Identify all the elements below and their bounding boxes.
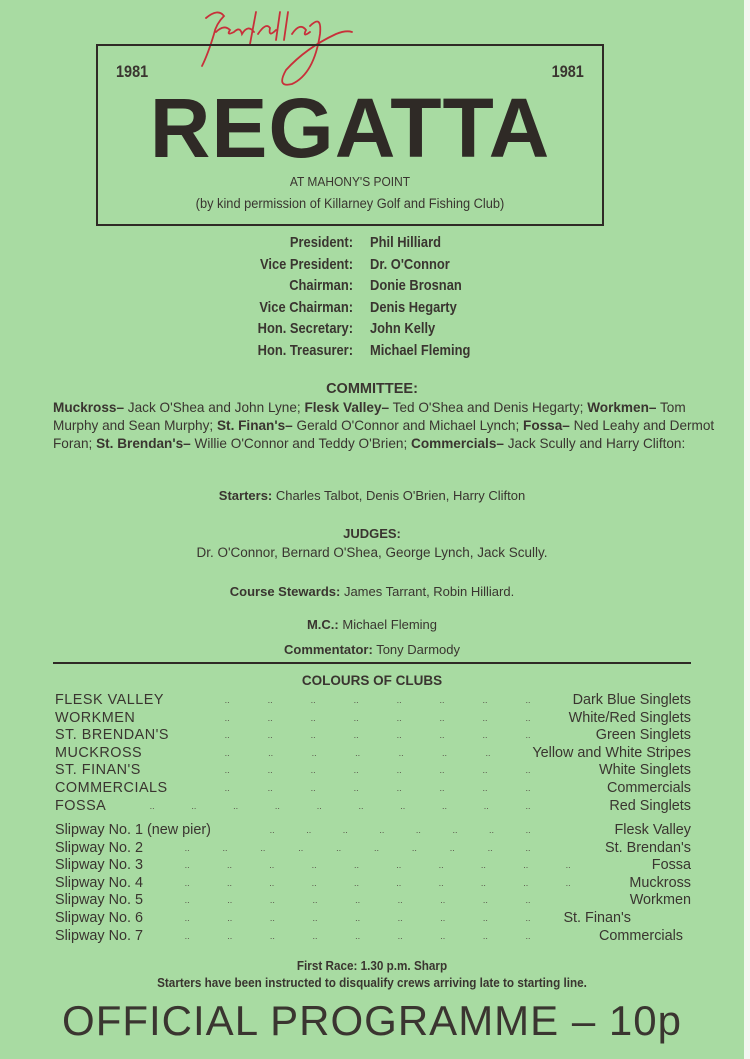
club-colour: Dark Blue Singlets: [572, 692, 691, 708]
committee-members: Ted O'Shea and Denis Hegarty;: [389, 400, 588, 415]
slipway-row: [55, 875, 691, 893]
committee-members: Jack Scully and Harry Clifton:: [503, 435, 686, 451]
slipway-name: Slipway No. 2: [55, 839, 143, 856]
slipway-table: [55, 822, 691, 945]
slipway-row: [55, 892, 691, 910]
dot-leaders: .. .. .. .. .. .. .. .. ..: [185, 912, 531, 923]
year-left: 1981: [116, 62, 149, 81]
officer-row: [210, 232, 530, 254]
slipway-club: Workmen: [629, 892, 691, 909]
dot-leaders: .. .. .. .. .. .. .. ..: [225, 782, 531, 793]
slipway-name: Slipway No. 5: [55, 892, 143, 909]
committee-members: Tom Murphy and Sean Murphy;: [53, 400, 686, 433]
colour-row: [55, 710, 691, 728]
slipway-club: Muckross: [629, 874, 691, 891]
officer-role: Vice Chairman:: [259, 298, 353, 316]
officer-name: Dr. O'Connor: [370, 255, 450, 273]
slipway-name: Slipway No. 6: [55, 909, 143, 926]
colour-row: [55, 692, 691, 710]
judges-names: Dr. O'Connor, Bernard O'Shea, George Lynch, Jack Scully.: [196, 545, 548, 560]
dot-leaders: .. .. .. .. .. .. .. .. ..: [185, 930, 531, 941]
committee-members: Willie O'Connor and Teddy O'Brien;: [190, 435, 411, 451]
colours-table: [55, 692, 691, 815]
committee-heading: COMMITTEE:: [326, 381, 418, 397]
slipway-name: Slipway No. 7: [55, 927, 143, 944]
dot-leaders: .. .. .. .. .. .. .. .. ..: [185, 895, 531, 906]
slipway-name: Slipway No. 3: [55, 857, 143, 874]
committee-club: Fossa–: [523, 417, 570, 433]
colour-row: [55, 762, 691, 780]
slipway-row: [55, 822, 691, 840]
slipway-row: [55, 928, 691, 946]
committee-club: Commercials–: [411, 435, 504, 451]
officer-row: [210, 297, 530, 319]
club-colour: White Singlets: [599, 762, 691, 779]
page-title: REGATTA: [149, 81, 551, 175]
officer-role: Hon. Secretary:: [257, 320, 353, 337]
course-stewards-line: [0, 584, 744, 599]
officer-row: [210, 275, 530, 297]
club-name: WORKMEN: [55, 709, 136, 726]
club-colour: Red Singlets: [609, 797, 691, 814]
stewards-label: Course Stewards:: [229, 584, 341, 599]
mc-line: [0, 617, 744, 632]
club-name: ST. FINAN'S: [55, 762, 141, 779]
club-name: ST. BRENDAN'S: [55, 727, 170, 744]
commentator-line: [0, 642, 744, 657]
commentator-name: Tony Darmody: [372, 642, 461, 657]
starters-line: [0, 488, 744, 503]
committee-members: Gerald O'Connor and Michael Lynch;: [292, 417, 524, 433]
colours-heading: COLOURS OF CLUBS: [301, 673, 443, 688]
club-name: FLESK VALLEY: [55, 692, 164, 708]
mc-name: Michael Fleming: [338, 617, 438, 632]
colour-row: [55, 780, 691, 798]
officers-list: [210, 232, 530, 361]
dot-leaders: .. .. .. .. .. .. .. ..: [225, 730, 531, 741]
club-name: MUCKROSS: [55, 744, 143, 761]
club-name: COMMERCIALS: [55, 779, 168, 796]
committee-paragraph: [53, 399, 733, 452]
late-crews-notice: Starters have been instructed to disqualify crews arriving late to starting line.: [157, 975, 587, 990]
club-colour: Green Singlets: [595, 727, 691, 744]
dot-leaders: .. .. .. .. .. .. .. ..: [225, 695, 531, 705]
dot-leaders: .. .. .. .. .. .. .. ..: [225, 712, 531, 723]
club-colour: White/Red Singlets: [568, 709, 691, 726]
officer-name: Michael Fleming: [370, 341, 471, 359]
dot-leaders: .. .. .. .. .. .. .. .. .. ..: [185, 842, 531, 853]
officer-name: Phil Hilliard: [370, 234, 441, 251]
title-box: [96, 44, 604, 226]
club-colour: Yellow and White Stripes: [532, 744, 691, 761]
dot-leaders: .. .. .. .. .. .. .. ..: [225, 765, 531, 776]
slipway-name: Slipway No. 4: [55, 874, 143, 891]
officer-role: President:: [289, 234, 353, 251]
slipway-row: [55, 840, 691, 858]
starters-names: Charles Talbot, Denis O'Brien, Harry Clifton: [272, 488, 526, 503]
officer-row: [210, 318, 530, 340]
judges-heading: JUDGES:: [343, 526, 401, 541]
slipway-club: St. Finan's: [563, 909, 631, 926]
officer-name: Denis Hegarty: [370, 298, 457, 316]
dot-leaders: .. .. .. .. .. .. .. .. .. ..: [150, 800, 531, 811]
committee-club: St. Finan's–: [216, 417, 293, 433]
slipway-row: [55, 910, 691, 928]
committee-members: Jack O'Shea and John Lyne;: [124, 400, 305, 415]
commentator-label: Commentator:: [283, 642, 373, 657]
slipway-club: Flesk Valley: [614, 822, 691, 838]
colour-row: [55, 745, 691, 763]
committee-club: St. Brendan's–: [96, 435, 191, 451]
officer-role: Vice President:: [260, 255, 353, 273]
club-colour: Commercials: [607, 779, 691, 796]
committee-club: Workmen–: [587, 400, 657, 415]
official-programme-price: OFFICIAL PROGRAMME – 10p: [62, 997, 682, 1044]
dot-leaders: .. .. .. .. .. .. .. .. .. ..: [185, 860, 571, 871]
mc-label: M.C.:: [306, 617, 339, 632]
colour-row: [55, 798, 691, 816]
slipway-club: St. Brendan's: [605, 839, 691, 856]
club-name: FOSSA: [55, 797, 107, 814]
committee-members: Ned Leahy and Dermot Foran;: [53, 417, 715, 451]
starters-label: Starters:: [218, 488, 273, 503]
officer-row: [210, 340, 530, 362]
slipway-name: Slipway No. 1 (new pier): [55, 822, 211, 838]
first-race-time: First Race: 1.30 p.m. Sharp: [296, 958, 448, 973]
stewards-names: James Tarrant, Robin Hilliard.: [340, 584, 515, 599]
year-right: 1981: [551, 62, 584, 81]
dot-leaders: .. .. .. .. .. .. .. ..: [270, 825, 531, 835]
dot-leaders: .. .. .. .. .. .. .. .. .. ..: [185, 877, 571, 888]
location-subtitle: AT MAHONY'S POINT: [289, 174, 411, 189]
colour-row: [55, 727, 691, 745]
committee-club: Muckross–: [53, 400, 125, 415]
section-divider: [53, 662, 691, 664]
slipway-club: Fossa: [651, 857, 691, 874]
officer-name: Donie Brosnan: [370, 277, 462, 294]
dot-leaders: .. .. .. .. .. .. ..: [225, 747, 491, 758]
officer-name: John Kelly: [370, 320, 436, 337]
committee-club: Flesk Valley–: [304, 400, 390, 415]
officer-row: [210, 254, 530, 276]
permission-note: (by kind permission of Killarney Golf and Fishing Club): [195, 196, 505, 211]
officer-role: Chairman:: [289, 277, 353, 294]
slipway-club: Commercials: [599, 927, 683, 944]
slipway-row: [55, 857, 691, 875]
officer-role: Hon. Treasurer:: [257, 341, 353, 359]
